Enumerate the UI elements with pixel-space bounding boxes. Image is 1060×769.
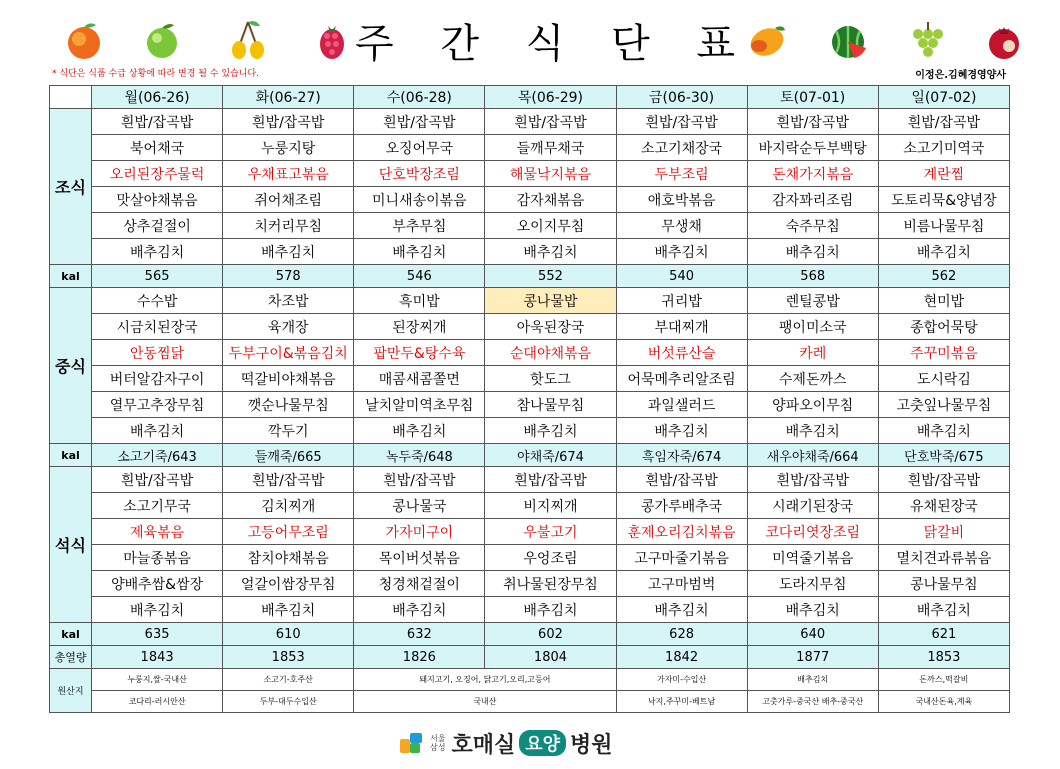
menu-item: 도라지무침 — [747, 571, 878, 597]
logo-name-pill: 요양 — [519, 730, 566, 756]
breakfast-item-row — [50, 213, 1010, 239]
menu-item: 해물낙지볶음 — [485, 161, 616, 187]
dinner-item-row — [50, 467, 1010, 493]
menu-item: 양파오이무침 — [747, 392, 878, 418]
total-label: 총열량 — [50, 646, 92, 669]
cherry-icon — [226, 18, 270, 62]
total-kal-row — [50, 646, 1010, 669]
menu-item: 배추김치 — [223, 239, 354, 265]
menu-item: 소고기미역국 — [878, 135, 1009, 161]
menu-item: 무생채 — [616, 213, 747, 239]
dietitian-names: 이정은.김혜경영양사 — [915, 70, 1006, 81]
origin-cell: 배추김치 — [747, 669, 878, 691]
kal-value: 들깨죽/665 — [223, 444, 354, 467]
menu-item: 흰밥/잡곡밥 — [223, 467, 354, 493]
menu-item: 두부구이&볶음김치 — [223, 340, 354, 366]
menu-item: 깍두기 — [223, 418, 354, 444]
total-value: 1804 — [485, 646, 616, 669]
menu-item: 흰밥/잡곡밥 — [92, 109, 223, 135]
origin-row-1 — [50, 669, 1010, 691]
menu-item: 콩가루배추국 — [616, 493, 747, 519]
menu-item: 매콤새콤쫄면 — [354, 366, 485, 392]
menu-item: 제육볶음 — [92, 519, 223, 545]
kal-value: 628 — [616, 623, 747, 646]
menu-item: 흰밥/잡곡밥 — [485, 109, 616, 135]
breakfast-section — [50, 109, 1010, 265]
kal-value: 602 — [485, 623, 616, 646]
menu-item: 배추김치 — [92, 239, 223, 265]
menu-item: 배추김치 — [485, 418, 616, 444]
title-char: 표 — [696, 20, 735, 67]
menu-item: 얼갈이쌈장무침 — [223, 571, 354, 597]
menu-item: 흰밥/잡곡밥 — [747, 467, 878, 493]
menu-item: 콩나물국 — [354, 493, 485, 519]
menu-item: 고춧잎나물무침 — [878, 392, 1009, 418]
menu-item: 렌틸콩밥 — [747, 288, 878, 314]
menu-item: 카레 — [747, 340, 878, 366]
menu-item: 닭갈비 — [878, 519, 1009, 545]
menu-item: 배추김치 — [747, 239, 878, 265]
menu-item: 떡갈비야채볶음 — [223, 366, 354, 392]
menu-item: 감자채볶음 — [485, 187, 616, 213]
menu-item: 흰밥/잡곡밥 — [223, 109, 354, 135]
menu-item: 소고기채장국 — [616, 135, 747, 161]
menu-item: 된장찌개 — [354, 314, 485, 340]
menu-item: 버섯류산슬 — [616, 340, 747, 366]
corner-cell — [50, 86, 92, 109]
menu-item: 흰밥/잡곡밥 — [747, 109, 878, 135]
menu-item: 종합어묵탕 — [878, 314, 1009, 340]
menu-item: 미니새송이볶음 — [354, 187, 485, 213]
menu-item: 애호박볶음 — [616, 187, 747, 213]
kal-value: 흑임자죽/674 — [616, 444, 747, 467]
logo-subtext — [430, 734, 445, 752]
menu-item: 배추김치 — [616, 239, 747, 265]
menu-item: 팝만두&탕수육 — [354, 340, 485, 366]
dinner-kal-row — [50, 623, 1010, 646]
menu-item: 흑미밥 — [354, 288, 485, 314]
menu-item: 흰밥/잡곡밥 — [485, 467, 616, 493]
menu-item: 오리된장주물럭 — [92, 161, 223, 187]
logo-name-right: 병원 — [570, 732, 613, 758]
menu-item: 쥐어채조림 — [223, 187, 354, 213]
dinner-section — [50, 467, 1010, 623]
menu-item: 도시락김 — [878, 366, 1009, 392]
kal-value: 540 — [616, 265, 747, 288]
title-char: 간 — [440, 20, 479, 67]
breakfast-label: 조식 — [50, 109, 92, 265]
kal-value: 640 — [747, 623, 878, 646]
day-header: 수(06-28) — [354, 86, 485, 109]
menu-item: 흰밥/잡곡밥 — [354, 467, 485, 493]
menu-item: 배추김치 — [485, 239, 616, 265]
kal-value: 632 — [354, 623, 485, 646]
menu-item: 시래기된장국 — [747, 493, 878, 519]
mango-icon — [745, 18, 789, 62]
menu-item: 안동찜닭 — [92, 340, 223, 366]
lunch-item-row — [50, 366, 1010, 392]
kal-value: 소고기죽/643 — [92, 444, 223, 467]
total-value: 1853 — [878, 646, 1009, 669]
menu-item: 배추김치 — [92, 418, 223, 444]
kal-value: 621 — [878, 623, 1009, 646]
kal-value: 녹두죽/648 — [354, 444, 485, 467]
origin-cell: 누룽지,쌀-국내산 — [92, 669, 223, 691]
menu-item: 배추김치 — [616, 418, 747, 444]
page-title — [355, 12, 735, 68]
lunch-section — [50, 288, 1010, 444]
menu-item: 우채표고볶음 — [223, 161, 354, 187]
origin-cell: 낙지,주꾸미-베트남 — [616, 691, 747, 713]
menu-item: 현미밥 — [878, 288, 1009, 314]
menu-item: 김치찌개 — [223, 493, 354, 519]
menu-item: 아욱된장국 — [485, 314, 616, 340]
menu-item: 소고기무국 — [92, 493, 223, 519]
breakfast-item-row — [50, 187, 1010, 213]
origin-cell: 돈까스,떡갈비 — [878, 669, 1009, 691]
menu-item: 청경채겉절이 — [354, 571, 485, 597]
origin-cell: 소고기-호주산 — [223, 669, 354, 691]
kal-value: 635 — [92, 623, 223, 646]
breakfast-kal-row — [50, 265, 1010, 288]
menu-item: 참치야채볶음 — [223, 545, 354, 571]
menu-item: 훈제오리김치볶음 — [616, 519, 747, 545]
kal-value: 단호박죽/675 — [878, 444, 1009, 467]
menu-item: 배추김치 — [485, 597, 616, 623]
menu-item: 과일샐러드 — [616, 392, 747, 418]
menu-item: 배추김치 — [354, 239, 485, 265]
menu-item: 배추김치 — [878, 418, 1009, 444]
weekly-menu-table — [49, 85, 1010, 713]
menu-item: 흰밥/잡곡밥 — [616, 467, 747, 493]
day-header: 월(06-26) — [92, 86, 223, 109]
kal-value: 562 — [878, 265, 1009, 288]
total-value: 1842 — [616, 646, 747, 669]
menu-item: 돈채가지볶음 — [747, 161, 878, 187]
menu-item: 부추무침 — [354, 213, 485, 239]
day-header: 일(07-02) — [878, 86, 1009, 109]
kal-label: kal — [50, 623, 92, 646]
menu-item: 콩나물밥 — [485, 288, 616, 314]
green-apple-icon — [140, 18, 184, 62]
watermelon-icon — [826, 18, 870, 62]
menu-item: 순대야채볶음 — [485, 340, 616, 366]
dinner-item-row — [50, 597, 1010, 623]
menu-item: 시금치된장국 — [92, 314, 223, 340]
pomegranate-icon — [982, 18, 1026, 62]
logo-name-left: 호매실 — [451, 732, 516, 758]
menu-item: 흰밥/잡곡밥 — [878, 467, 1009, 493]
breakfast-item-row — [50, 135, 1010, 161]
lunch-item-row — [50, 392, 1010, 418]
origin-cell: 돼지고기, 오징어, 닭고기,오리,고등어 — [354, 669, 616, 691]
menu-item: 고구마범벅 — [616, 571, 747, 597]
breakfast-item-row — [50, 239, 1010, 265]
menu-item: 배추김치 — [616, 597, 747, 623]
menu-item: 목이버섯볶음 — [354, 545, 485, 571]
menu-item: 유채된장국 — [878, 493, 1009, 519]
menu-item: 차조밥 — [223, 288, 354, 314]
origin-cell: 국내산 — [354, 691, 616, 713]
menu-item: 버터알감자구이 — [92, 366, 223, 392]
menu-item: 고구마줄기볶음 — [616, 545, 747, 571]
day-header: 토(07-01) — [747, 86, 878, 109]
day-header-row — [50, 86, 1010, 109]
menu-item: 흰밥/잡곡밥 — [616, 109, 747, 135]
menu-item: 우불고기 — [485, 519, 616, 545]
menu-item: 열무고추장무침 — [92, 392, 223, 418]
peach-icon — [62, 18, 106, 62]
menu-item: 멸치견과류볶음 — [878, 545, 1009, 571]
dinner-item-row — [50, 519, 1010, 545]
menu-item: 단호박장조림 — [354, 161, 485, 187]
menu-item: 배추김치 — [878, 239, 1009, 265]
menu-item: 귀리밥 — [616, 288, 747, 314]
menu-item: 누룽지탕 — [223, 135, 354, 161]
menu-item: 주꾸미볶음 — [878, 340, 1009, 366]
origin-row-2 — [50, 691, 1010, 713]
menu-item: 치커리무침 — [223, 213, 354, 239]
hospital-logo — [398, 728, 613, 758]
kal-value: 새우야채죽/664 — [747, 444, 878, 467]
title-char: 식 — [525, 20, 565, 67]
lunch-item-row — [50, 340, 1010, 366]
title-char: 단 — [610, 20, 650, 67]
raspberry-icon — [308, 18, 352, 62]
dinner-item-row — [50, 493, 1010, 519]
menu-item: 숙주무침 — [747, 213, 878, 239]
lunch-item-row — [50, 418, 1010, 444]
menu-item: 고등어무조림 — [223, 519, 354, 545]
breakfast-item-row — [50, 109, 1010, 135]
menu-item: 양배추쌈&쌈장 — [92, 571, 223, 597]
kal-value: 610 — [223, 623, 354, 646]
lunch-label: 중식 — [50, 288, 92, 444]
breakfast-item-row — [50, 161, 1010, 187]
menu-item: 수제돈까스 — [747, 366, 878, 392]
kal-label: kal — [50, 265, 92, 288]
logo-subtext-bottom: 삼성 — [430, 743, 446, 752]
menu-item: 배추김치 — [747, 597, 878, 623]
total-value: 1843 — [92, 646, 223, 669]
change-notice: * 식단은 식품 수급 상황에 따라 변경 될 수 있습니다. — [52, 69, 259, 79]
menu-item: 육개장 — [223, 314, 354, 340]
total-value: 1877 — [747, 646, 878, 669]
menu-item: 배추김치 — [878, 597, 1009, 623]
menu-item: 흰밥/잡곡밥 — [354, 109, 485, 135]
menu-item: 배추김치 — [92, 597, 223, 623]
menu-item: 두부조림 — [616, 161, 747, 187]
menu-item: 팽이미소국 — [747, 314, 878, 340]
grapes-icon — [904, 18, 948, 62]
day-header: 금(06-30) — [616, 86, 747, 109]
menu-item: 참나물무침 — [485, 392, 616, 418]
total-value: 1853 — [223, 646, 354, 669]
menu-item: 계란찜 — [878, 161, 1009, 187]
menu-item: 오징어무국 — [354, 135, 485, 161]
menu-item: 날치알미역초무침 — [354, 392, 485, 418]
menu-item: 배추김치 — [223, 597, 354, 623]
kal-label: kal — [50, 444, 92, 467]
menu-item: 상추겉절이 — [92, 213, 223, 239]
menu-item: 코다리엿장조림 — [747, 519, 878, 545]
origin-cell: 두부-대두수입산 — [223, 691, 354, 713]
menu-item: 들깨무채국 — [485, 135, 616, 161]
kal-value: 546 — [354, 265, 485, 288]
menu-item: 미역줄기볶음 — [747, 545, 878, 571]
menu-item: 맛살야채볶음 — [92, 187, 223, 213]
kal-value: 552 — [485, 265, 616, 288]
origin-cell: 국내산돈육,계육 — [878, 691, 1009, 713]
menu-item: 비름나물무침 — [878, 213, 1009, 239]
kal-value: 565 — [92, 265, 223, 288]
menu-item: 흰밥/잡곡밥 — [878, 109, 1009, 135]
menu-item: 배추김치 — [354, 418, 485, 444]
menu-item: 비지찌개 — [485, 493, 616, 519]
menu-item: 깻순나물무침 — [223, 392, 354, 418]
origin-cell: 가자미-수입산 — [616, 669, 747, 691]
menu-item: 취나물된장무침 — [485, 571, 616, 597]
lunch-item-row — [50, 288, 1010, 314]
menu-item: 북어채국 — [92, 135, 223, 161]
menu-item: 가자미구이 — [354, 519, 485, 545]
menu-item: 바지락순두부백탕 — [747, 135, 878, 161]
kal-value: 578 — [223, 265, 354, 288]
menu-item: 마늘종볶음 — [92, 545, 223, 571]
dinner-item-row — [50, 545, 1010, 571]
logo-subtext-top: 서울 — [430, 734, 446, 743]
kal-value: 야채죽/674 — [485, 444, 616, 467]
menu-item: 배추김치 — [747, 418, 878, 444]
dinner-label: 석식 — [50, 467, 92, 623]
lunch-kal-row — [50, 444, 1010, 467]
lunch-item-row — [50, 314, 1010, 340]
menu-item: 콩나물무침 — [878, 571, 1009, 597]
hospital-cross-icon — [398, 730, 424, 756]
menu-item: 부대찌개 — [616, 314, 747, 340]
menu-item: 우엉조림 — [485, 545, 616, 571]
menu-item: 흰밥/잡곡밥 — [92, 467, 223, 493]
dinner-item-row — [50, 571, 1010, 597]
menu-item: 오이지무침 — [485, 213, 616, 239]
day-header: 목(06-29) — [485, 86, 616, 109]
menu-item: 수수밥 — [92, 288, 223, 314]
menu-item: 핫도그 — [485, 366, 616, 392]
title-char: 주 — [355, 20, 394, 67]
origin-cell: 고춧가루-중국산 배추-중국산 — [747, 691, 878, 713]
kal-value: 568 — [747, 265, 878, 288]
menu-item: 어묵메추리알조림 — [616, 366, 747, 392]
menu-item: 감자꽈리조림 — [747, 187, 878, 213]
menu-item: 도토리묵&양념장 — [878, 187, 1009, 213]
origin-label: 원산지 — [50, 669, 92, 713]
total-value: 1826 — [354, 646, 485, 669]
menu-item: 배추김치 — [354, 597, 485, 623]
origin-cell: 코다리-러시안산 — [92, 691, 223, 713]
day-header: 화(06-27) — [223, 86, 354, 109]
